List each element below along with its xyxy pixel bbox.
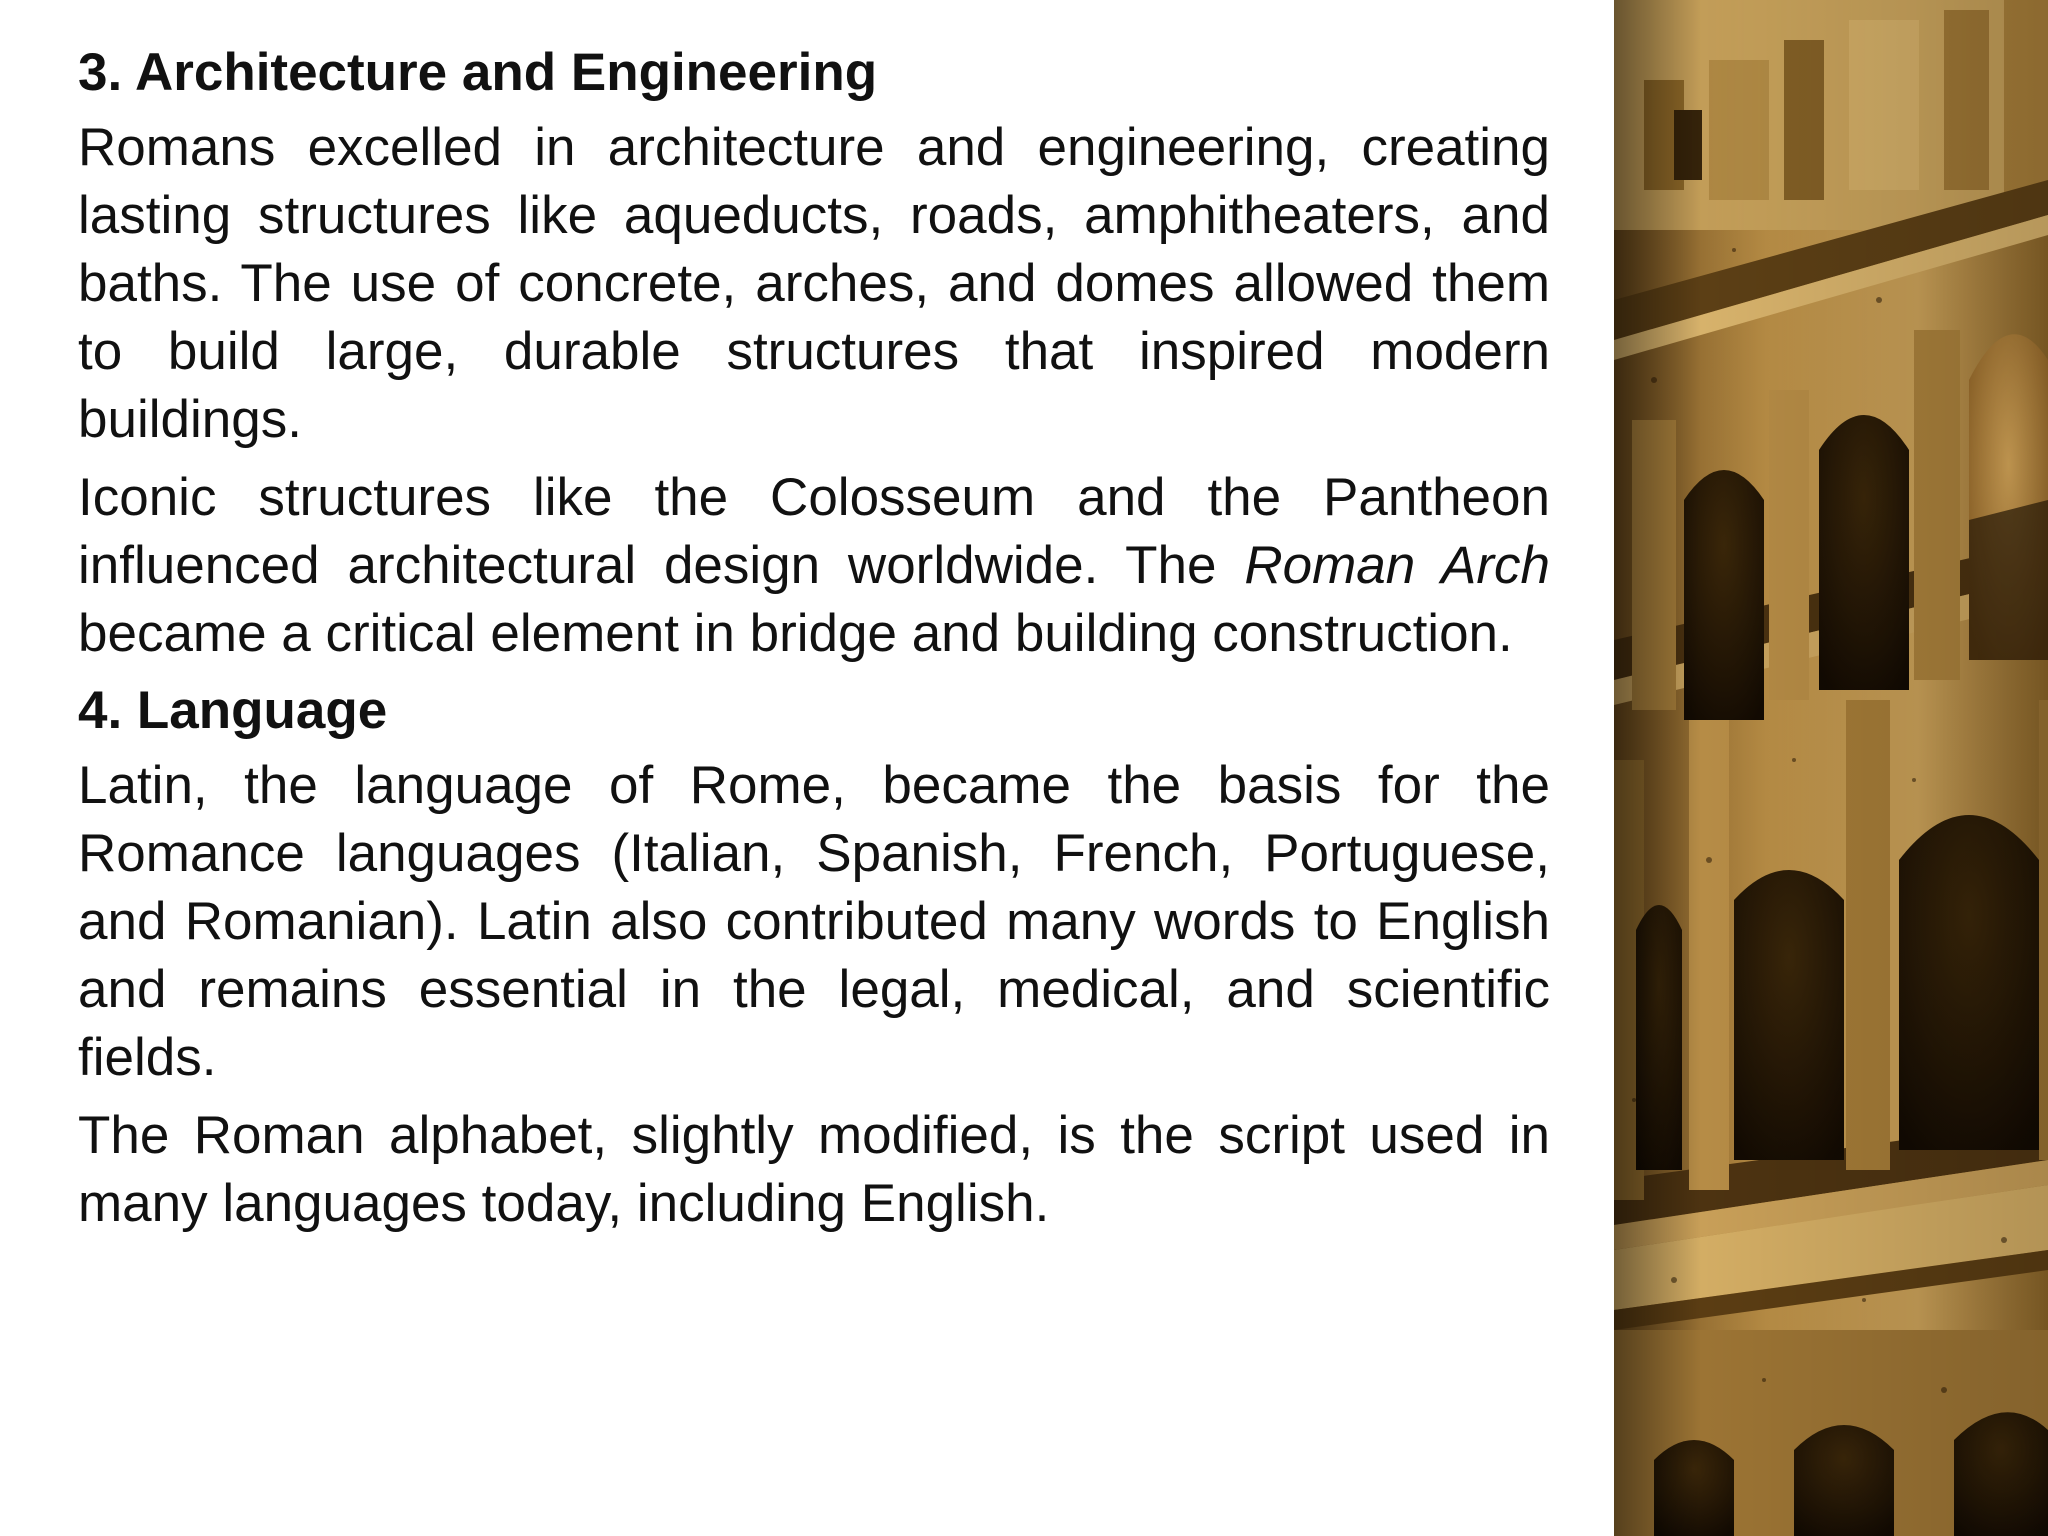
paragraph-architecture-1: Romans excelled in architecture and engineering, creating lasting structures like aqueducts, roads, amphitheaters, and baths. The use of concrete, arches, and domes allowed them to build large, durable structures that inspired modern buildings.: [78, 118, 1550, 449]
paragraph-language-2: The Roman alphabet, slightly modified, is the script used in many languages today, including English.: [78, 1106, 1550, 1233]
paragraph-architecture-2: [78, 464, 1550, 668]
colosseum-illustration: [1614, 0, 2048, 1536]
colosseum-image: [1614, 0, 2048, 1536]
section-heading-architecture: 3. Architecture and Engineering: [78, 43, 878, 102]
paragraph-architecture-2-end: became a critical element in bridge and building construction.: [78, 604, 1513, 663]
roman-arch-term: Roman Arch: [1244, 536, 1550, 595]
section-heading-language: 4. Language: [78, 681, 388, 740]
paragraph-architecture-2-start: Iconic structures like the Colosseum and the Pantheon influenced architectural design worldwide. The: [78, 468, 1550, 595]
text-column: [78, 40, 1550, 1248]
paragraph-language-1: Latin, the language of Rome, became the basis for the Romance languages (Italian, Spanish, French, Portuguese, and Romanian). Latin also contributed many words to English and remains essential in the legal, medical, and scientific fields.: [78, 756, 1550, 1087]
